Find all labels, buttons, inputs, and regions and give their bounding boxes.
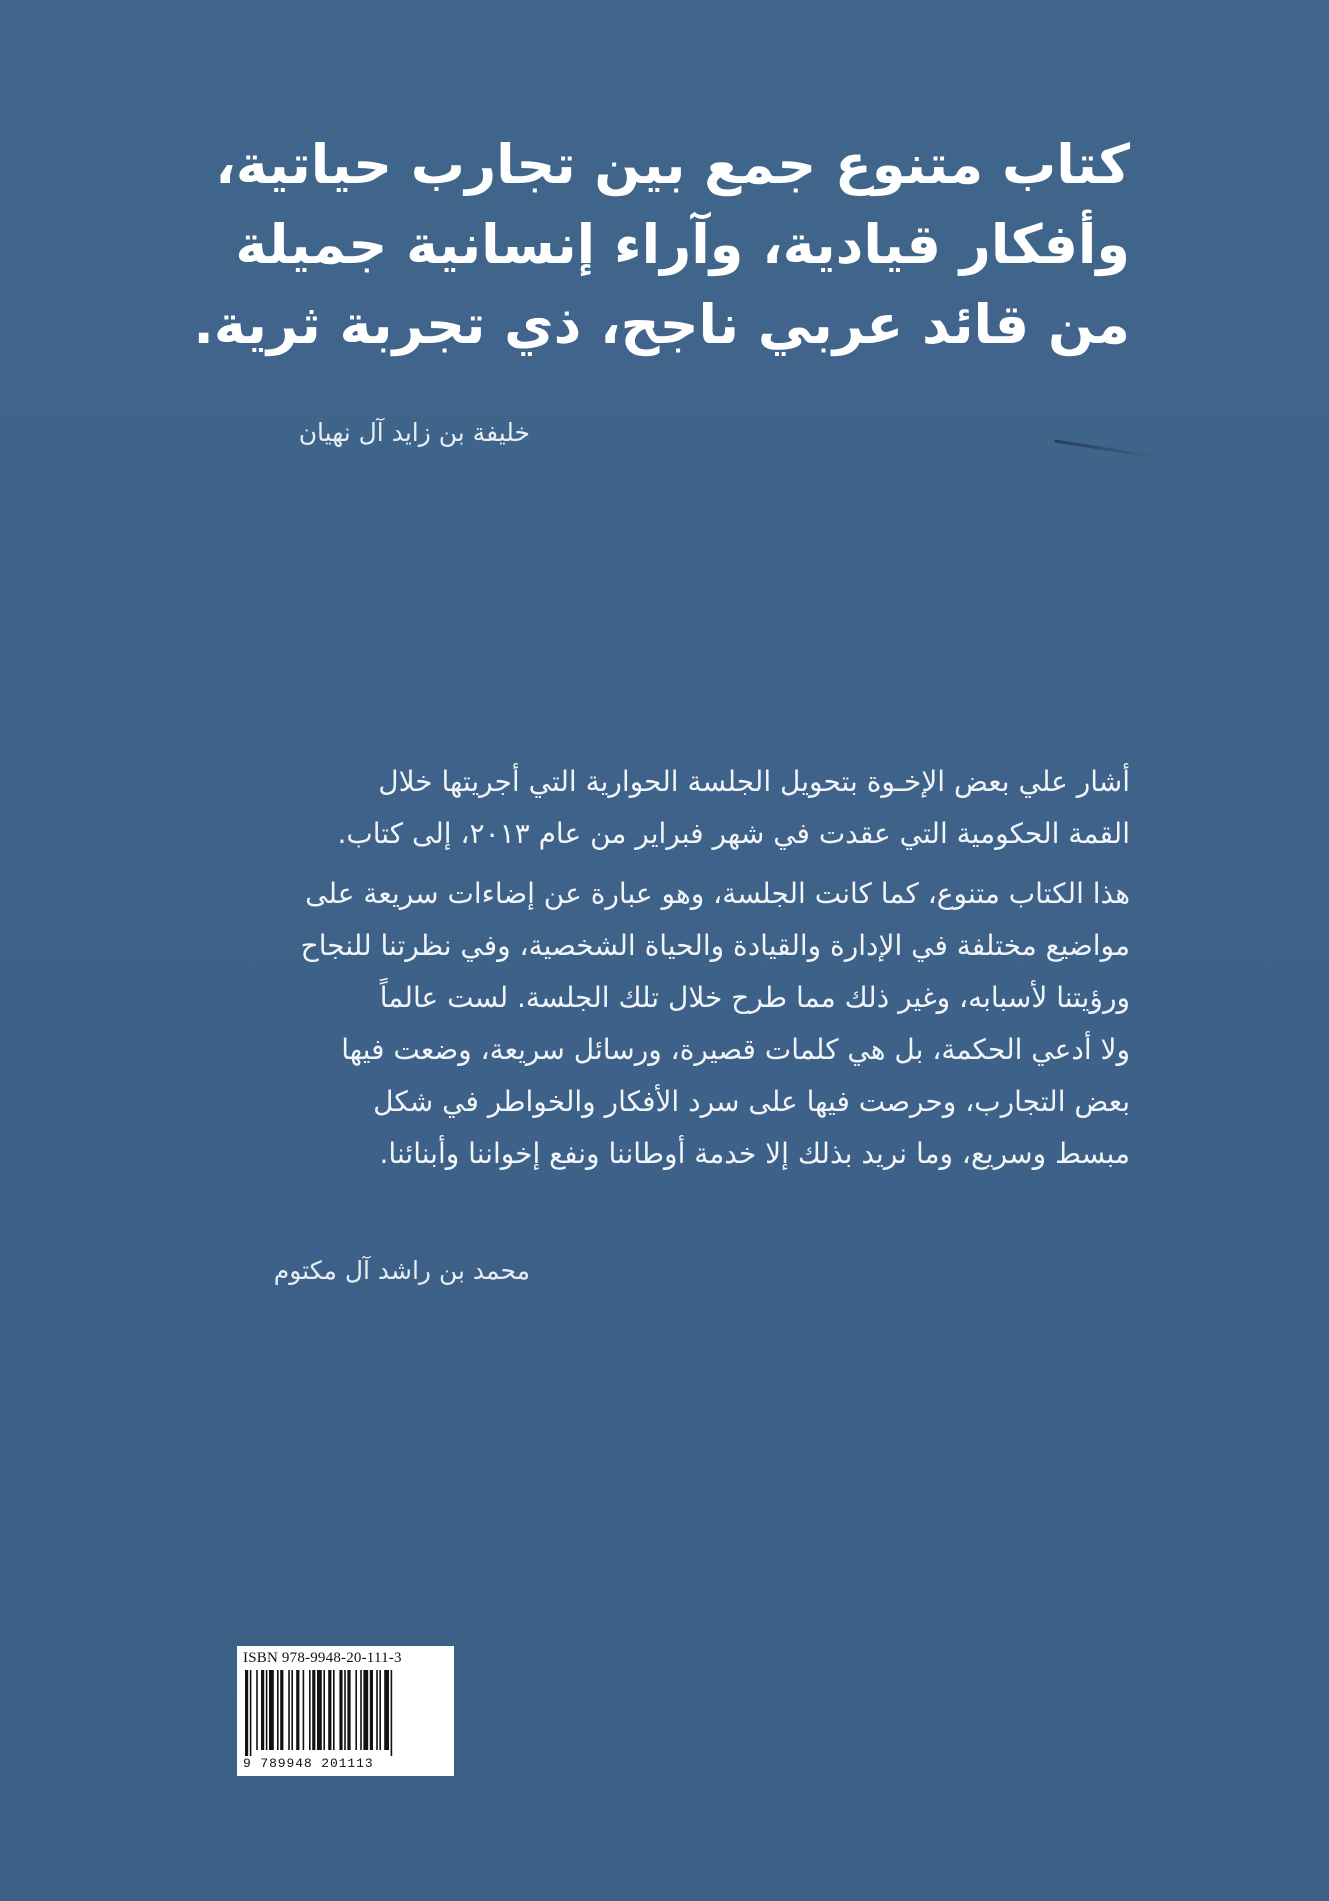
pull-quote-line: كتاب متنوع جمع بين تجارب حياتية، xyxy=(215,133,1130,196)
barcode-bar xyxy=(360,1670,362,1750)
barcode-bar xyxy=(328,1670,331,1750)
barcode-bar xyxy=(245,1670,248,1756)
paragraph-line: أشار علي بعض الإخـوة بتحويل الجلسة الحوارية التي أجريتها خلال xyxy=(378,765,1130,798)
barcode-bar xyxy=(309,1670,311,1750)
barcode-bar xyxy=(347,1670,350,1750)
barcode-bar xyxy=(269,1670,274,1750)
barcode-bar xyxy=(370,1670,373,1750)
barcode-bar xyxy=(277,1670,279,1750)
barcode-bar xyxy=(333,1670,335,1750)
barcode-bar xyxy=(256,1670,258,1750)
description-paragraph xyxy=(230,868,1130,1180)
barcode-bar xyxy=(384,1670,389,1750)
intro-paragraph xyxy=(230,756,1130,860)
barcode-bar xyxy=(363,1670,368,1750)
pull-quote-line: وأفكار قيادية، وآراء إنسانية جميلة xyxy=(235,213,1130,276)
barcode-bar xyxy=(266,1670,268,1750)
barcode-bars xyxy=(243,1670,448,1756)
paragraph-line: بعض التجارب، وحرصت فيها على سرد الأفكار والخواطر في شكل xyxy=(373,1085,1130,1118)
isbn-barcode xyxy=(237,1646,454,1776)
paragraph-line: مبسط وسريع، وما نريد بذلك إلا خدمة أوطاننا ونفع إخواننا وأبنائنا. xyxy=(379,1137,1130,1170)
paragraph-line: القمة الحكومية التي عقدت في شهر فبراير من عام ٢٠١٣، إلى كتاب. xyxy=(337,817,1130,850)
paragraph-line: ورؤيتنا لأسبابه، وغير ذلك مما طرح خلال تلك الجلسة. لست عالماً xyxy=(379,981,1130,1014)
pull-quote-line: من قائد عربي ناجح، ذي تجربة ثرية. xyxy=(193,293,1130,356)
paragraph-line: ولا أدعي الحكمة، بل هي كلمات قصيرة، ورسائل سريعة، وضعت فيها xyxy=(341,1033,1130,1066)
barcode-bar xyxy=(303,1670,305,1750)
barcode-bar xyxy=(250,1670,252,1756)
barcode-bar xyxy=(376,1670,378,1750)
barcode-bar xyxy=(280,1670,283,1750)
paragraph-line: هذا الكتاب متنوع، كما كانت الجلسة، وهو عبارة عن إضاءات سريعة على xyxy=(305,877,1130,910)
cover-scuff-mark xyxy=(1054,439,1163,459)
barcode-bar xyxy=(317,1670,322,1750)
barcode-bar xyxy=(379,1670,381,1750)
quote-author: خليفة بن زايد آل نهيان xyxy=(298,418,530,447)
barcode-bar xyxy=(291,1670,293,1750)
barcode-bar xyxy=(261,1670,264,1750)
barcode-bar xyxy=(344,1670,346,1750)
barcode-bar xyxy=(296,1670,299,1750)
barcode-bar xyxy=(391,1670,393,1756)
barcode-bar xyxy=(288,1670,290,1750)
body-author: محمد بن راشد آل مكتوم xyxy=(273,1256,530,1285)
isbn-label: ISBN 978-9948-20-111-3 xyxy=(243,1650,402,1666)
barcode-bar xyxy=(339,1670,342,1750)
barcode-bar xyxy=(355,1670,357,1750)
barcode-bar xyxy=(323,1670,325,1750)
barcode-digits: 9 789948 201113 xyxy=(243,1756,374,1771)
pull-quote xyxy=(193,125,1130,365)
barcode-bar xyxy=(312,1670,315,1750)
paragraph-line: مواضيع مختلفة في الإدارة والقيادة والحياة الشخصية، وفي نظرتنا للنجاح xyxy=(300,929,1130,962)
